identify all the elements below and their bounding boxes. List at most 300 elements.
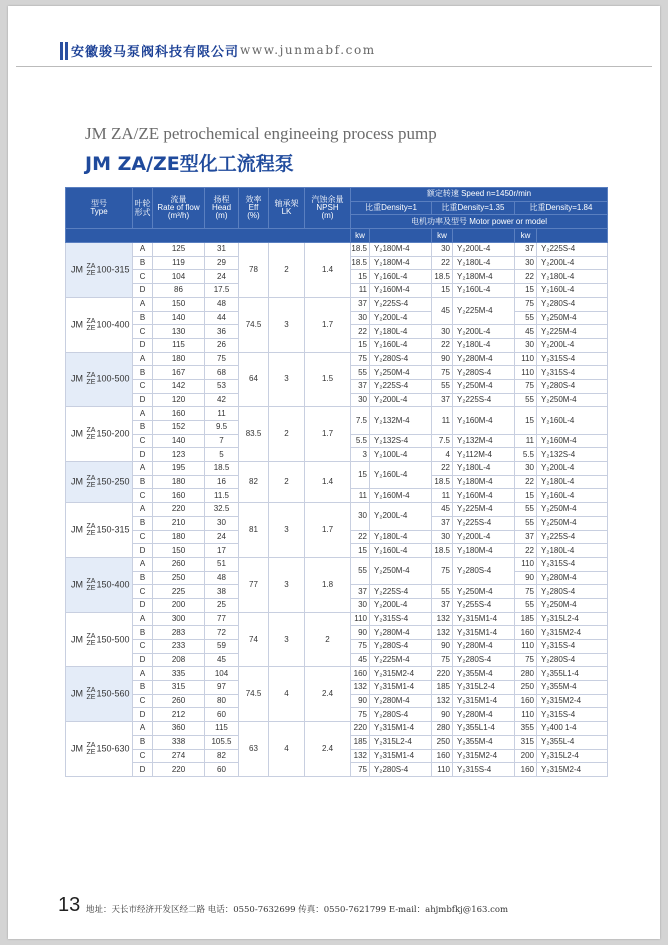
- impeller-cell: C: [133, 379, 153, 393]
- eff-cell: 77: [239, 557, 269, 612]
- motor-kw-cell: 22: [515, 270, 537, 284]
- model-variant-ze: ZE: [86, 324, 96, 332]
- impeller-cell: B: [133, 421, 153, 435]
- motor-model-cell: Y₂132M-4: [453, 434, 515, 448]
- lk-cell: 2: [269, 407, 305, 462]
- motor-model-cell: Y₂160M-4: [537, 434, 608, 448]
- impeller-cell: D: [133, 598, 153, 612]
- motor-model-cell: Y₂160M-4: [453, 407, 515, 434]
- head-cell: 60: [205, 708, 239, 722]
- motor-kw-cell: 30: [432, 325, 453, 339]
- motor-model-cell: Y₂280M-4: [370, 626, 432, 640]
- impeller-cell: A: [133, 462, 153, 476]
- motor-kw-cell: 200: [515, 749, 537, 763]
- eff-cell: 81: [239, 503, 269, 558]
- eff-cell: 78: [239, 243, 269, 298]
- head-cell: 38: [205, 585, 239, 599]
- head-cell: 80: [205, 694, 239, 708]
- flow-cell: 200: [153, 598, 205, 612]
- motor-kw-cell: 37: [351, 297, 370, 311]
- head-cell: 17.5: [205, 284, 239, 298]
- flow-cell: 260: [153, 694, 205, 708]
- head-cell: 36: [205, 325, 239, 339]
- motor-model-cell: Y₂180L-4: [453, 462, 515, 476]
- motor-model-cell: Y₂250M-4: [537, 516, 608, 530]
- motor-model-cell: Y₂160L-4: [370, 544, 432, 558]
- motor-model-cell: Y₂160L-4: [370, 270, 432, 284]
- motor-kw-cell: 110: [515, 557, 537, 571]
- motor-kw-cell: 75: [432, 653, 453, 667]
- kw-label: kw: [515, 229, 537, 243]
- eff-cell: 63: [239, 722, 269, 777]
- motor-model-cell: Y₂225S-4: [537, 530, 608, 544]
- table-row: [66, 352, 608, 366]
- eff-cell: 82: [239, 462, 269, 503]
- motor-model-cell: Y₂180M-4: [453, 544, 515, 558]
- motor-kw-cell: 37: [432, 516, 453, 530]
- flow-cell: 152: [153, 421, 205, 435]
- model-cell: [66, 612, 133, 667]
- motor-model-cell: Y₂315S-4: [537, 352, 608, 366]
- motor-model-cell: Y₂280M-4: [453, 640, 515, 654]
- motor-kw-cell: 160: [515, 763, 537, 777]
- motor-model-cell: Y₂250M-4: [537, 393, 608, 407]
- impeller-cell: C: [133, 489, 153, 503]
- motor-model-cell: Y₂180L-4: [537, 475, 608, 489]
- model-size: 100-500: [96, 373, 130, 384]
- flow-cell: 180: [153, 352, 205, 366]
- motor-kw-cell: 160: [515, 694, 537, 708]
- head-cell: 53: [205, 379, 239, 393]
- motor-kw-cell: 55: [515, 311, 537, 325]
- flow-cell: 335: [153, 667, 205, 681]
- flow-cell: 250: [153, 571, 205, 585]
- model-variant-ze: ZE: [86, 434, 96, 442]
- motor-model-cell: Y₂315M2-4: [370, 667, 432, 681]
- flow-cell: 150: [153, 297, 205, 311]
- motor-kw-cell: 55: [351, 557, 370, 584]
- motor-model-cell: Y₂200L-4: [370, 503, 432, 530]
- col-impeller: 叶轮形式: [133, 188, 153, 229]
- flow-cell: 315: [153, 681, 205, 695]
- motor-model-cell: Y₂315M1-4: [370, 681, 432, 695]
- impeller-cell: D: [133, 763, 153, 777]
- npsh-cell: 2: [305, 612, 351, 667]
- motor-kw-cell: 15: [351, 338, 370, 352]
- model-variants: [87, 523, 96, 537]
- motor-model-cell: Y₂225S-4: [370, 297, 432, 311]
- model-size: 150-250: [96, 476, 130, 487]
- motor-kw-cell: 110: [515, 352, 537, 366]
- motor-model-cell: Y₂180L-4: [453, 338, 515, 352]
- model-variant-ze: ZE: [86, 584, 96, 592]
- motor-kw-cell: 160: [432, 749, 453, 763]
- motor-kw-cell: 18.5: [432, 544, 453, 558]
- motor-kw-cell: 75: [515, 297, 537, 311]
- model-variant-ze: ZE: [86, 379, 96, 387]
- impeller-cell: D: [133, 284, 153, 298]
- motor-kw-cell: 75: [351, 640, 370, 654]
- motor-model-cell: Y₂225S-4: [370, 585, 432, 599]
- head-cell: 82: [205, 749, 239, 763]
- model-cell: [66, 722, 133, 777]
- flow-cell: 260: [153, 557, 205, 571]
- impeller-cell: B: [133, 366, 153, 380]
- motor-kw-cell: 90: [432, 352, 453, 366]
- motor-model-cell: Y₂160L-4: [537, 284, 608, 298]
- head-cell: 105.5: [205, 735, 239, 749]
- motor-kw-cell: 160: [351, 667, 370, 681]
- flow-cell: 130: [153, 325, 205, 339]
- flow-cell: 274: [153, 749, 205, 763]
- head-cell: 32.5: [205, 503, 239, 517]
- motor-model-cell: Y₂250M-4: [537, 311, 608, 325]
- pump-spec-table: [65, 187, 608, 777]
- flow-cell: 160: [153, 489, 205, 503]
- motor-model-cell: Y₂180L-4: [370, 325, 432, 339]
- motor-kw-cell: 315: [515, 735, 537, 749]
- motor-model-cell: Y₂280S-4: [537, 379, 608, 393]
- motor-kw-cell: 37: [351, 379, 370, 393]
- motor-model-cell: Y₂400 1-4: [537, 722, 608, 736]
- head-cell: 77: [205, 612, 239, 626]
- motor-kw-cell: 30: [351, 598, 370, 612]
- model-prefix: JM: [71, 428, 83, 439]
- motor-kw-cell: 110: [432, 763, 453, 777]
- eff-cell: 74.5: [239, 667, 269, 722]
- motor-kw-cell: 55: [432, 379, 453, 393]
- table-row: [66, 557, 608, 571]
- motor-model-cell: Y₂315M1-4: [453, 626, 515, 640]
- flow-cell: 160: [153, 407, 205, 421]
- impeller-cell: D: [133, 338, 153, 352]
- motor-kw-cell: 90: [351, 694, 370, 708]
- model-cell: [66, 407, 133, 462]
- motor-kw-cell: 185: [515, 612, 537, 626]
- head-cell: 68: [205, 366, 239, 380]
- npsh-cell: 1.4: [305, 462, 351, 503]
- motor-kw-cell: 30: [515, 256, 537, 270]
- motor-kw-cell: 3: [351, 448, 370, 462]
- motor-kw-cell: 15: [515, 407, 537, 434]
- motor-model-cell: Y₂315M1-4: [370, 749, 432, 763]
- head-cell: 48: [205, 571, 239, 585]
- model-variant-ze: ZE: [86, 749, 96, 756]
- motor-kw-cell: 75: [351, 708, 370, 722]
- impeller-cell: D: [133, 393, 153, 407]
- motor-kw-cell: 75: [351, 352, 370, 366]
- motor-kw-cell: 11: [432, 407, 453, 434]
- flow-cell: 233: [153, 640, 205, 654]
- motor-kw-cell: 75: [515, 379, 537, 393]
- model-variant-za: ZA: [86, 372, 96, 380]
- motor-model-cell: Y₂280S-4: [537, 653, 608, 667]
- motor-kw-cell: 30: [432, 530, 453, 544]
- col-head: 扬程 Head (m): [205, 188, 239, 229]
- head-cell: 48: [205, 297, 239, 311]
- flow-cell: 119: [153, 256, 205, 270]
- flow-cell: 123: [153, 448, 205, 462]
- motor-kw-cell: 250: [515, 681, 537, 695]
- lk-cell: 3: [269, 352, 305, 407]
- impeller-cell: D: [133, 653, 153, 667]
- motor-kw-cell: 90: [432, 708, 453, 722]
- motor-model-cell: Y₂132S-4: [370, 434, 432, 448]
- lk-cell: 4: [269, 667, 305, 722]
- motor-model-cell: Y₂315S-4: [537, 708, 608, 722]
- col-eff: 效率 Eff (%): [239, 188, 269, 229]
- model-variant-za: ZA: [86, 317, 96, 325]
- impeller-cell: A: [133, 612, 153, 626]
- impeller-cell: A: [133, 722, 153, 736]
- motor-kw-cell: 75: [432, 366, 453, 380]
- motor-kw-cell: 11: [515, 434, 537, 448]
- motor-kw-cell: 30: [351, 393, 370, 407]
- motor-model-cell: Y₂280S-4: [370, 763, 432, 777]
- motor-kw-cell: 55: [515, 598, 537, 612]
- model-variant-ze: ZE: [86, 530, 96, 537]
- flow-cell: 120: [153, 393, 205, 407]
- motor-model-cell: Y₂180L-4: [370, 530, 432, 544]
- motor-kw-cell: 55: [515, 516, 537, 530]
- head-cell: 30: [205, 516, 239, 530]
- motor-kw-cell: 11: [351, 489, 370, 503]
- col-bearing: 轴承架 LK: [269, 188, 305, 229]
- model-variant-za: ZA: [86, 523, 96, 530]
- col-flow: 流量 Rate of flow (m³/h): [153, 188, 205, 229]
- motor-kw-cell: 45: [515, 325, 537, 339]
- model-size: 100-315: [96, 264, 130, 275]
- title-chinese: JM ZA/ZE型化工流程泵: [85, 153, 294, 175]
- motor-kw-cell: 37: [515, 243, 537, 257]
- motor-model-cell: Y₂355L1-4: [537, 667, 608, 681]
- motor-kw-cell: 75: [515, 585, 537, 599]
- lk-cell: 3: [269, 297, 305, 352]
- motor-model-cell: Y₂315L2-4: [537, 612, 608, 626]
- model-variant-ze: ZE: [86, 269, 96, 277]
- motor-model-cell: Y₂180L-4: [453, 256, 515, 270]
- impeller-cell: B: [133, 571, 153, 585]
- motor-model-cell: Y₂280S-4: [453, 557, 515, 584]
- head-cell: 45: [205, 653, 239, 667]
- motor-model-cell: Y₂280S-4: [453, 653, 515, 667]
- model-variants: [87, 633, 96, 647]
- flow-cell: 115: [153, 338, 205, 352]
- motor-kw-cell: 132: [432, 626, 453, 640]
- motor-model-cell: Y₂160L-4: [453, 284, 515, 298]
- flow-cell: 195: [153, 462, 205, 476]
- model-prefix: JM: [71, 688, 83, 699]
- title-english: JM ZA/ZE petrochemical engineeing process pump: [85, 124, 437, 143]
- impeller-cell: A: [133, 503, 153, 517]
- motor-kw-cell: 45: [432, 503, 453, 517]
- table-row: [66, 462, 608, 476]
- motor-model-cell: Y₂160L-4: [537, 407, 608, 434]
- motor-model-cell: Y₂315L2-4: [370, 735, 432, 749]
- motor-kw-cell: 132: [432, 612, 453, 626]
- motor-model-cell: Y₂280M-4: [453, 708, 515, 722]
- model-variant-za: ZA: [86, 742, 96, 749]
- model-cell: [66, 503, 133, 558]
- impeller-cell: C: [133, 325, 153, 339]
- lk-cell: 2: [269, 462, 305, 503]
- model-variant-za: ZA: [86, 427, 96, 435]
- motor-kw-cell: 37: [515, 530, 537, 544]
- npsh-cell: 1.8: [305, 557, 351, 612]
- motor-model-cell: Y₂200L-4: [453, 243, 515, 257]
- motor-kw-cell: 18.5: [432, 270, 453, 284]
- motor-kw-cell: 5.5: [515, 448, 537, 462]
- kw-label: kw: [432, 229, 453, 243]
- impeller-cell: A: [133, 557, 153, 571]
- motor-kw-cell: 15: [515, 284, 537, 298]
- motor-header: 电机功率及型号 Motor power or model: [351, 215, 608, 229]
- impeller-cell: C: [133, 640, 153, 654]
- flow-cell: 125: [153, 243, 205, 257]
- head-cell: 24: [205, 270, 239, 284]
- motor-kw-cell: 22: [432, 256, 453, 270]
- motor-model-cell: Y₂315M2-4: [537, 763, 608, 777]
- impeller-cell: C: [133, 585, 153, 599]
- motor-model-cell: Y₂180M-4: [370, 256, 432, 270]
- motor-kw-cell: 220: [432, 667, 453, 681]
- flow-cell: 140: [153, 434, 205, 448]
- motor-model-cell: Y₂315M2-4: [453, 749, 515, 763]
- motor-kw-cell: 280: [432, 722, 453, 736]
- model-size: 150-200: [96, 428, 130, 439]
- model-cell: [66, 297, 133, 352]
- flow-cell: 140: [153, 311, 205, 325]
- motor-kw-cell: 355: [515, 722, 537, 736]
- head-cell: 17: [205, 544, 239, 558]
- impeller-cell: B: [133, 256, 153, 270]
- motor-model-cell: Y₂225M-4: [453, 503, 515, 517]
- impeller-cell: A: [133, 667, 153, 681]
- motor-kw-cell: 22: [432, 338, 453, 352]
- motor-model-cell: Y₂280S-4: [370, 640, 432, 654]
- impeller-cell: A: [133, 352, 153, 366]
- motor-model-cell: Y₂280S-4: [453, 366, 515, 380]
- motor-model-cell: Y₂315M1-4: [453, 612, 515, 626]
- flow-cell: 150: [153, 544, 205, 558]
- npsh-cell: 1.7: [305, 407, 351, 462]
- motor-model-cell: Y₂225M-4: [537, 325, 608, 339]
- model-prefix: JM: [71, 743, 83, 754]
- motor-model-cell: Y₂315L2-4: [537, 749, 608, 763]
- motor-kw-cell: 55: [432, 585, 453, 599]
- motor-model-cell: Y₂280S-4: [537, 297, 608, 311]
- page-number: 13: [58, 894, 81, 916]
- motor-model-cell: Y₂200L-4: [453, 325, 515, 339]
- model-variants: [87, 475, 96, 489]
- motor-kw-cell: 7.5: [432, 434, 453, 448]
- motor-kw-cell: 5.5: [351, 434, 370, 448]
- flow-cell: 212: [153, 708, 205, 722]
- table-header: [66, 188, 608, 243]
- model-variant-za: ZA: [86, 475, 96, 483]
- model-variant-za: ZA: [86, 262, 96, 270]
- motor-kw-cell: 75: [432, 557, 453, 584]
- motor-model-cell: Y₂250M-4: [370, 366, 432, 380]
- model-prefix: JM: [71, 373, 83, 384]
- col-npsh: 汽蚀余量 NPSH (m): [305, 188, 351, 229]
- motor-model-cell: Y₂250M-4: [537, 598, 608, 612]
- motor-model-cell: Y₂160L-4: [370, 338, 432, 352]
- motor-kw-cell: 220: [351, 722, 370, 736]
- model-prefix: JM: [71, 579, 83, 590]
- impeller-cell: C: [133, 749, 153, 763]
- eff-cell: 83.5: [239, 407, 269, 462]
- head-cell: 18.5: [205, 462, 239, 476]
- motor-kw-cell: 15: [351, 270, 370, 284]
- motor-model-cell: Y₂180M-4: [370, 243, 432, 257]
- impeller-cell: A: [133, 407, 153, 421]
- motor-kw-cell: 18.5: [351, 243, 370, 257]
- model-size: 150-315: [96, 524, 130, 535]
- density-2-header: 比重Density=1.35: [432, 201, 515, 215]
- model-cell: [66, 462, 133, 503]
- motor-model-cell: Y₂355L-4: [537, 735, 608, 749]
- motor-model-cell: Y₂255S-4: [453, 598, 515, 612]
- motor-kw-cell: 280: [515, 667, 537, 681]
- motor-model-cell: Y₂200L-4: [537, 338, 608, 352]
- motor-kw-cell: 30: [351, 503, 370, 530]
- motor-model-cell: Y₂225S-4: [537, 243, 608, 257]
- motor-kw-cell: 110: [515, 640, 537, 654]
- flow-cell: 180: [153, 475, 205, 489]
- motor-model-cell: Y₂225S-4: [453, 393, 515, 407]
- head-cell: 97: [205, 681, 239, 695]
- head-cell: 115: [205, 722, 239, 736]
- motor-kw-cell: 22: [351, 530, 370, 544]
- model-size: 150-500: [96, 633, 130, 644]
- motor-kw-cell: 90: [351, 626, 370, 640]
- motor-model-cell: Y₂160L-4: [370, 462, 432, 489]
- motor-kw-cell: 37: [351, 585, 370, 599]
- model-cell: [66, 557, 133, 612]
- impeller-cell: A: [133, 297, 153, 311]
- motor-kw-cell: 37: [432, 393, 453, 407]
- npsh-cell: 1.7: [305, 297, 351, 352]
- model-variant-za: ZA: [86, 632, 96, 640]
- motor-kw-cell: 4: [432, 448, 453, 462]
- motor-kw-cell: 75: [515, 653, 537, 667]
- motor-model-cell: Y₂315M1-4: [370, 722, 432, 736]
- density-1-header: 比重Density=1: [351, 201, 432, 215]
- motor-model-cell: Y₂355M-4: [537, 681, 608, 695]
- lk-cell: 3: [269, 612, 305, 667]
- motor-kw-cell: 15: [432, 284, 453, 298]
- head-cell: 60: [205, 763, 239, 777]
- model-variant-ze: ZE: [86, 639, 96, 647]
- model-prefix: JM: [71, 319, 83, 330]
- model-variant-ze: ZE: [86, 482, 96, 490]
- motor-model-cell: Y₂180L-4: [537, 270, 608, 284]
- motor-model-cell: Y₂355L1-4: [453, 722, 515, 736]
- motor-model-cell: Y₂315M1-4: [453, 694, 515, 708]
- speed-header: 额定转速 Speed n=1450r/min: [351, 188, 608, 202]
- model-cell: [66, 243, 133, 298]
- motor-model-cell: Y₂160M-4: [370, 284, 432, 298]
- head-cell: 11.5: [205, 489, 239, 503]
- model-prefix: JM: [71, 524, 83, 535]
- model-variant-za: ZA: [86, 577, 96, 585]
- flow-cell: 208: [153, 653, 205, 667]
- flow-cell: 283: [153, 626, 205, 640]
- motor-model-cell: Y₂250M-4: [453, 585, 515, 599]
- motor-model-cell: Y₂315S-4: [537, 557, 608, 571]
- motor-model-cell: Y₂280S-4: [370, 352, 432, 366]
